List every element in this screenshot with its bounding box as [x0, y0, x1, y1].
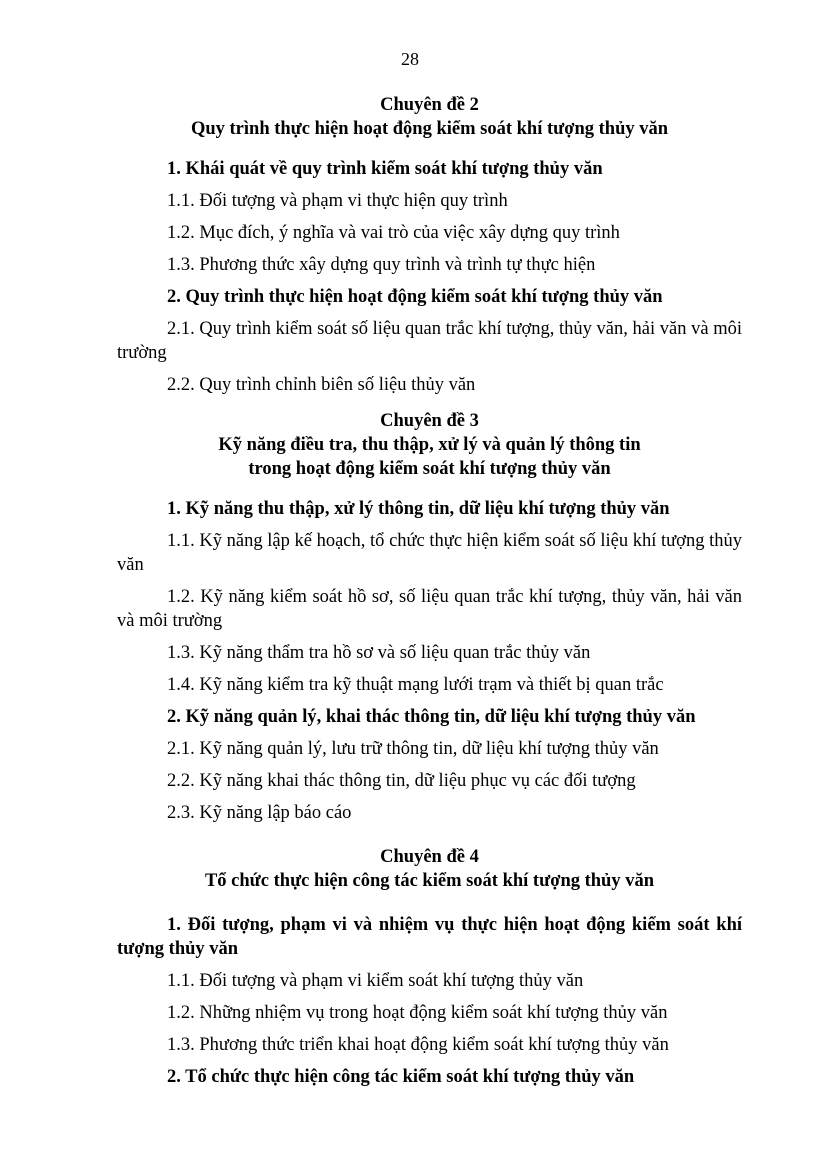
section-title-line-1: Kỹ năng điều tra, thu thập, xử lý và quản lý thông tin — [218, 435, 641, 455]
list-item: 1.1. Đối tượng và phạm vi thực hiện quy trình — [167, 191, 508, 211]
list-item: 1.1. Đối tượng và phạm vi kiểm soát khí tượng thủy văn — [167, 971, 584, 991]
list-item: 1.2. Những nhiệm vụ trong hoạt động kiểm soát khí tượng thủy văn — [167, 1003, 668, 1023]
list-item: 1.3. Phương thức triển khai hoạt động kiểm soát khí tượng thủy văn — [167, 1035, 669, 1055]
list-item: 1.2. Kỹ năng kiểm soát hồ sơ, số liệu quan trắc khí tượng, thủy văn, hải văn và môi trường — [117, 587, 742, 631]
subheading: 1. Đối tượng, phạm vi và nhiệm vụ thực hiện hoạt động kiểm soát khí tượng thủy văn — [117, 915, 742, 959]
list-item: 1.2. Mục đích, ý nghĩa và vai trò của việc xây dựng quy trình — [167, 223, 620, 243]
list-item: 2.3. Kỹ năng lập báo cáo — [167, 803, 352, 823]
list-item: 1.3. Kỹ năng thẩm tra hồ sơ và số liệu quan trắc thủy văn — [167, 643, 591, 663]
list-item: 2.2. Kỹ năng khai thác thông tin, dữ liệu phục vụ các đối tượng — [167, 771, 636, 791]
section-title-line-2: trong hoạt động kiểm soát khí tượng thủy văn — [248, 459, 611, 479]
section-label: Chuyên đề 2 — [380, 95, 479, 115]
document-body — [117, 93, 742, 1089]
page-number: 28 — [401, 49, 419, 69]
list-item: 2.2. Quy trình chỉnh biên số liệu thủy văn — [167, 375, 476, 395]
section-title: Quy trình thực hiện hoạt động kiểm soát khí tượng thủy văn — [190, 119, 669, 139]
subheading: 2. Kỹ năng quản lý, khai thác thông tin, dữ liệu khí tượng thủy văn — [167, 707, 696, 727]
subheading: 1. Kỹ năng thu thập, xử lý thông tin, dữ liệu khí tượng thủy văn — [167, 499, 670, 519]
section-title: Tổ chức thực hiện công tác kiểm soát khí tượng thủy văn — [204, 871, 655, 891]
subheading: 2. Tổ chức thực hiện công tác kiểm soát khí tượng thủy văn — [167, 1067, 635, 1087]
section-heading-2 — [117, 93, 742, 141]
section-label: Chuyên đề 4 — [380, 847, 479, 867]
list-item: 2.1. Kỹ năng quản lý, lưu trữ thông tin, dữ liệu khí tượng thủy văn — [167, 739, 659, 759]
subheading: 2. Quy trình thực hiện hoạt động kiểm soát khí tượng thủy văn — [167, 287, 663, 307]
section-heading-4 — [117, 845, 742, 893]
list-item: 1.3. Phương thức xây dựng quy trình và trình tự thực hiện — [167, 255, 596, 275]
list-item: 1.4. Kỹ năng kiểm tra kỹ thuật mạng lưới trạm và thiết bị quan trắc — [167, 675, 664, 695]
section-heading-3 — [117, 409, 742, 481]
list-item: 1.1. Kỹ năng lập kế hoạch, tổ chức thực hiện kiểm soát số liệu khí tượng thủy văn — [117, 531, 742, 575]
section-label: Chuyên đề 3 — [380, 411, 479, 431]
subheading: 1. Khái quát về quy trình kiểm soát khí tượng thủy văn — [167, 159, 603, 179]
list-item: 2.1. Quy trình kiểm soát số liệu quan trắc khí tượng, thủy văn, hải văn và môi trường — [117, 319, 742, 363]
